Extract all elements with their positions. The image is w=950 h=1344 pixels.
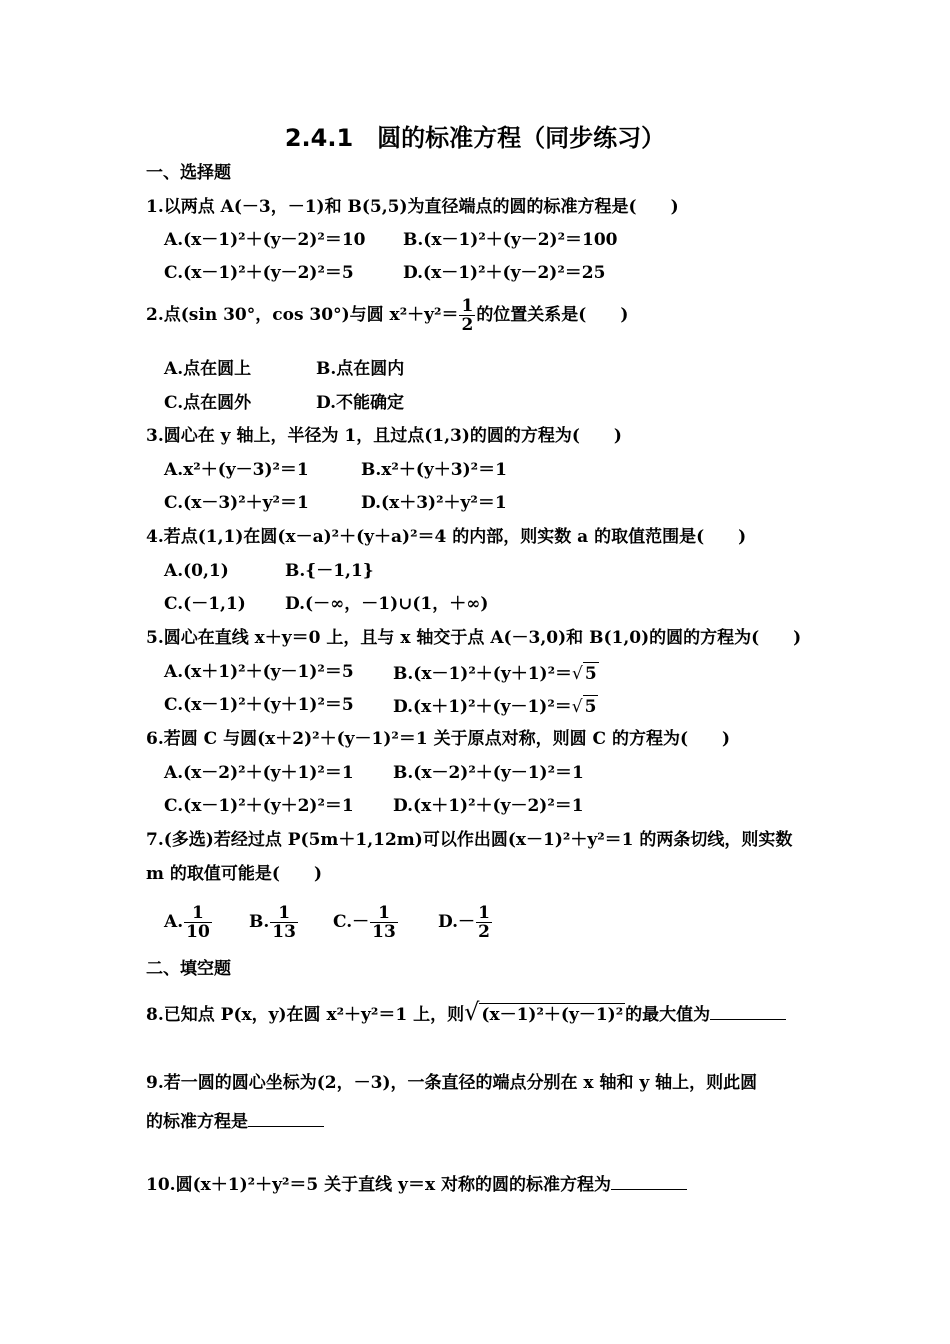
question-7-option-a — [164, 904, 213, 941]
question-4-option-b: B.{－1,1} — [285, 561, 374, 581]
answer-blank[interactable] — [710, 1001, 786, 1020]
question-6-option-c: C.(x－1)²＋(y＋2)²＝1 — [164, 796, 354, 816]
question-1-option-d: D.(x－1)²＋(y－2)²＝25 — [403, 263, 606, 283]
question-3-option-a: A.x²＋(y－3)²＝1 — [164, 460, 309, 480]
question-10-stem: 10.圆(x＋1)²＋y²＝5 关于直线 y＝x 对称的圆的标准方程为 — [146, 1175, 611, 1195]
fraction-numerator: 1 — [184, 904, 212, 923]
question-7-option-c — [333, 904, 399, 941]
question-7-stem-line2: m 的取值可能是( ) — [146, 864, 322, 884]
option-label: A. — [164, 912, 184, 932]
sqrt-sign: √ — [572, 664, 583, 684]
sqrt-radicand: 5 — [584, 697, 597, 717]
question-2-option-a: A.点在圆上 — [164, 359, 252, 379]
question-2-option-b: B.点在圆内 — [316, 359, 405, 379]
sqrt-expression — [464, 998, 625, 1026]
fraction — [184, 904, 212, 941]
sqrt-sign: √ — [571, 697, 583, 717]
answer-blank[interactable] — [611, 1171, 687, 1190]
fraction-denominator: 2 — [461, 315, 474, 335]
option-label: B. — [249, 912, 270, 932]
fraction-numerator: 1 — [270, 904, 298, 923]
sqrt-expression — [572, 662, 599, 684]
sqrt-expression — [572, 695, 599, 717]
question-4-option-d: D.(－∞，－1)∪(1，＋∞) — [285, 594, 489, 614]
fraction-numerator: 1 — [461, 296, 474, 316]
fraction — [476, 904, 492, 941]
fraction — [370, 904, 398, 941]
option-label: C.－ — [333, 912, 370, 932]
question-7-option-b — [249, 904, 299, 941]
question-2-stem-post: 的位置关系是( ) — [476, 305, 629, 325]
question-1-option-c: C.(x－1)²＋(y－2)²＝5 — [164, 263, 354, 283]
fraction-numerator: 1 — [370, 904, 398, 923]
fraction-denominator: 10 — [186, 922, 210, 942]
question-6-option-b: B.(x－2)²＋(y－1)²＝1 — [393, 763, 584, 783]
fraction-denominator: 13 — [272, 922, 296, 942]
question-8-stem — [146, 998, 786, 1026]
question-6-option-a: A.(x－2)²＋(y＋1)²＝1 — [164, 763, 354, 783]
fraction-numerator: 1 — [478, 903, 490, 923]
page-title: 2.4.1 圆的标准方程（同步练习） — [284, 124, 666, 152]
section-heading-choice: 一、选择题 — [146, 163, 231, 183]
fraction-denominator: 2 — [478, 922, 490, 942]
fraction — [270, 904, 298, 941]
question-5-option-b-pre: B.(x－1)²＋(y＋1)²＝ — [393, 664, 573, 684]
question-4-stem: 4.若点(1,1)在圆(x－a)²＋(y＋a)²＝4 的内部，则实数 a 的取值范围是( ) — [146, 527, 747, 547]
fraction-denominator: 13 — [372, 922, 396, 942]
question-3-option-d: D.(x＋3)²＋y²＝1 — [361, 493, 507, 513]
question-10-wrap — [146, 1171, 687, 1195]
question-2-option-d: D.不能确定 — [316, 393, 405, 413]
sqrt-radicand: 5 — [584, 664, 597, 684]
fraction-one-half — [459, 297, 475, 334]
question-8-stem-post: 的最大值为 — [625, 1005, 711, 1025]
question-4-option-a: A.(0,1) — [164, 561, 229, 581]
sqrt-sign: √ — [464, 998, 480, 1026]
question-1-option-b: B.(x－1)²＋(y－2)²＝100 — [403, 230, 618, 250]
question-5-option-d — [393, 695, 598, 717]
question-7-option-d — [438, 904, 493, 941]
question-2-stem-pre: 2.点(sin 30°，cos 30°)与圆 x²＋y²＝ — [146, 305, 459, 325]
question-5-option-b — [393, 662, 599, 684]
question-1-stem: 1.以两点 A(－3，－1)和 B(5,5)为直径端点的圆的标准方程是( ) — [146, 197, 679, 217]
question-4-option-c: C.(－1,1) — [164, 594, 246, 614]
question-5-option-c: C.(x－1)²＋(y＋1)²＝5 — [164, 695, 354, 715]
question-1-option-a: A.(x－1)²＋(y－2)²＝10 — [164, 230, 366, 250]
question-3-stem: 3.圆心在 y 轴上，半径为 1，且过点(1,3)的圆的方程为( ) — [146, 426, 622, 446]
question-5-option-d-pre: D.(x＋1)²＋(y－1)²＝ — [393, 697, 572, 717]
question-9-line2-wrap — [146, 1108, 324, 1132]
question-3-option-c: C.(x－3)²＋y²＝1 — [164, 493, 309, 513]
option-label: D.－ — [438, 912, 476, 932]
question-2-stem — [146, 297, 628, 334]
sqrt-radicand: (x－1)²＋(y－1)² — [481, 1005, 624, 1025]
question-5-option-a: A.(x＋1)²＋(y－1)²＝5 — [164, 662, 354, 682]
question-9-line1: 9.若一圆的圆心坐标为(2，－3)，一条直径的端点分别在 x 轴和 y 轴上，则此圆 — [146, 1073, 758, 1093]
question-6-stem: 6.若圆 C 与圆(x＋2)²＋(y－1)²＝1 关于原点对称，则圆 C 的方程为( ) — [146, 729, 731, 749]
question-6-option-d: D.(x＋1)²＋(y－2)²＝1 — [393, 796, 584, 816]
question-9-line2: 的标准方程是 — [146, 1112, 248, 1132]
question-5-stem: 5.圆心在直线 x＋y＝0 上，且与 x 轴交于点 A(－3,0)和 B(1,0)的圆的方程为( ) — [146, 628, 802, 648]
question-2-option-c: C.点在圆外 — [164, 393, 252, 413]
section-heading-fill: 二、填空题 — [146, 959, 231, 979]
question-7-stem-line1: 7.(多选)若经过点 P(5m＋1,12m)可以作出圆(x－1)²＋y²＝1 的两条切线，则实数 — [146, 830, 793, 850]
answer-blank[interactable] — [248, 1108, 324, 1127]
question-3-option-b: B.x²＋(y＋3)²＝1 — [361, 460, 507, 480]
question-8-stem-pre: 8.已知点 P(x，y)在圆 x²＋y²＝1 上，则 — [146, 1005, 465, 1025]
